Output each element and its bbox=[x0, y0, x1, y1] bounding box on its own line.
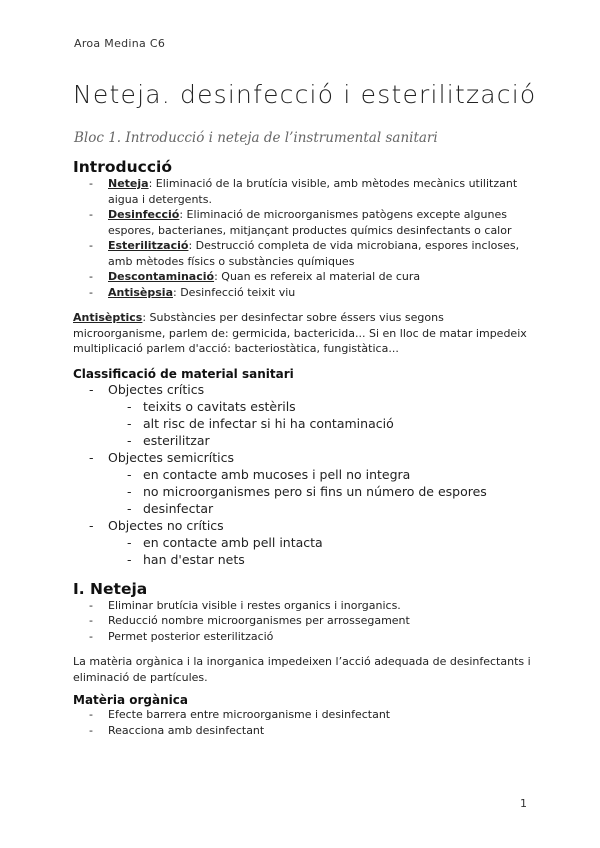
content-body bbox=[73, 158, 533, 738]
sublist-item: - no microorganismes pero si fins un número de espores bbox=[73, 483, 533, 500]
sublist-item: - esterilitzar bbox=[73, 432, 533, 449]
classification-list bbox=[73, 449, 533, 466]
sublist-item: - en contacte amb pell intacta bbox=[73, 534, 533, 551]
author-header: Aroa Medina C6 bbox=[74, 37, 166, 50]
sublist-item: - han d'estar nets bbox=[73, 551, 533, 568]
section-neteja-heading: I. Neteja bbox=[73, 579, 148, 598]
intro-heading: Introducció bbox=[73, 158, 172, 176]
list-item: - Permet posterior esterilització bbox=[73, 629, 533, 645]
sublist-item: - teixits o cavitats estèrils bbox=[73, 398, 533, 415]
classification-list bbox=[73, 517, 533, 534]
definition-term: Descontaminació bbox=[108, 270, 215, 283]
definition-item bbox=[73, 176, 533, 207]
antiseptics-paragraph bbox=[73, 310, 533, 357]
classification-heading: Classificació de material sanitari bbox=[73, 366, 294, 381]
definition-item bbox=[73, 269, 533, 285]
definition-text: : Eliminació de la brutícia visible, amb mètodes mecànics utilitzant aigua i detergents. bbox=[108, 177, 518, 206]
list-item: - Reacciona amb desinfectant bbox=[73, 723, 533, 739]
antiseptics-term: Antisèptics bbox=[73, 311, 143, 324]
neteja-list bbox=[73, 598, 533, 645]
group-sublist bbox=[73, 534, 533, 568]
sublist-item: - alt risc de infectar si hi ha contaminació bbox=[73, 415, 533, 432]
definition-text: : Desinfecció teixit viu bbox=[173, 285, 296, 299]
sublist-item: - en contacte amb mucoses i pell no integra bbox=[73, 466, 533, 483]
organic-list bbox=[73, 707, 533, 738]
definition-term: Esterilització bbox=[108, 239, 189, 252]
classification-group bbox=[73, 449, 533, 466]
classification-list bbox=[73, 381, 533, 398]
definition-text: : Eliminació de microorganismes patògens excepte algunes espores, bacterianes, mitjançant productes químics desinfectants o calor bbox=[108, 208, 512, 237]
definition-text: : Quan es refereix al material de cura bbox=[214, 270, 421, 283]
page-number: 1 bbox=[520, 797, 527, 810]
group-label: Objectes no crítics bbox=[108, 517, 224, 533]
group-sublist bbox=[73, 398, 533, 449]
definition-item bbox=[73, 207, 533, 238]
group-label: Objectes crítics bbox=[108, 381, 205, 397]
document-title: Neteja. desinfecció i esterilització bbox=[73, 80, 537, 109]
list-item: - Reducció nombre microorganismes per arrossegament bbox=[73, 613, 533, 629]
list-item: - Eliminar brutícia visible i restes organics i inorganics. bbox=[73, 598, 533, 614]
definition-text: : Destrucció completa de vida microbiana, espores incloses, amb mètodes físics o substàncies químiques bbox=[108, 239, 520, 268]
neteja-paragraph: La matèria orgànica i la inorganica impedeixen l’acció adequada de desinfectants i eliminació de partícules. bbox=[73, 655, 531, 684]
classification-group bbox=[73, 381, 533, 398]
classification-group bbox=[73, 517, 533, 534]
definition-item bbox=[73, 238, 533, 269]
list-item: - Efecte barrera entre microorganisme i desinfectant bbox=[73, 707, 533, 723]
definitions-list bbox=[73, 176, 533, 300]
block-subtitle: Bloc 1. Introducció i neteja de l’instrumental sanitari bbox=[74, 130, 438, 146]
definition-term: Neteja bbox=[108, 177, 149, 190]
definition-term: Antisèpsia bbox=[108, 285, 173, 299]
group-sublist bbox=[73, 466, 533, 517]
definition-item bbox=[73, 285, 533, 301]
definition-term: Desinfecció bbox=[108, 208, 180, 221]
group-label: Objectes semicrítics bbox=[108, 449, 234, 465]
antiseptics-text: : Substàncies per desinfectar sobre éssers vius segons microorganisme, parlem de: germicida, bactericida... Si en lloc de matar impedeix multiplicació parlem d'acció: bacteriostàtica, fungistàtica... bbox=[73, 311, 527, 355]
organic-matter-heading: Matèria orgànica bbox=[73, 693, 188, 707]
sublist-item: - desinfectar bbox=[73, 500, 533, 517]
